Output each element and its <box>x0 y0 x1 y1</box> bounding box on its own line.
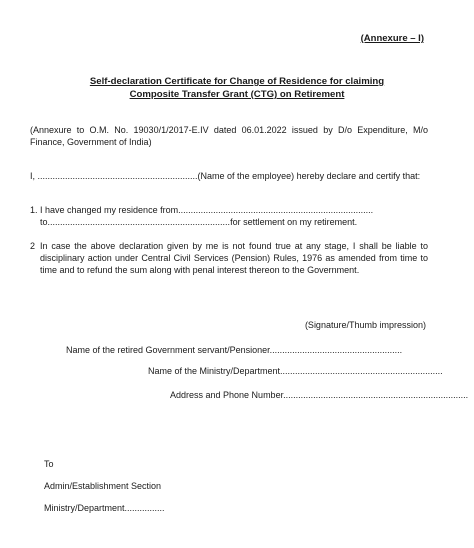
residence-from-blank: .............................................................................. <box>178 205 374 215</box>
recipient-ministry-label: Ministry/Department <box>44 503 125 513</box>
item-2-text: In case the above declaration given by me is not found true at any stage, I shall be liable to disciplinary action under Central Civil Services (Pension) Rules, 1976 as amended from time to time and to refund the sum along with penal interest thereon to the Government. <box>40 241 428 276</box>
item-number: 1. <box>30 205 38 215</box>
item-1-line-1 <box>40 204 430 216</box>
address-phone-label: Address and Phone Number <box>170 390 284 400</box>
ministry-department-blank: ................................................................. <box>280 366 443 376</box>
pensioner-name-blank: ..................................................... <box>269 345 403 355</box>
item-1-text: I have changed my residence from <box>40 205 179 215</box>
item-1-to-label: to <box>40 217 48 228</box>
item-1-line-2 <box>40 216 430 228</box>
reference-paragraph: (Annexure to O.M. No. 19030/1/2017-E.IV dated 06.01.2022 issued by D/o Expenditure, M/o Finance, Government of India) <box>30 125 428 148</box>
item-1-settlement-text: for settlement on my retirement. <box>230 217 358 228</box>
recipient-ministry-blank: ................ <box>124 503 165 513</box>
ministry-department-label: Name of the Ministry/Department <box>148 366 281 376</box>
item-number: 2 <box>30 241 36 251</box>
recipient-ministry-field <box>44 503 165 513</box>
signature-label: (Signature/Thumb impression) <box>304 320 426 330</box>
ministry-department-field <box>148 366 443 376</box>
address-phone-blank: .......................................................................... <box>283 390 469 400</box>
address-phone-field <box>170 390 468 400</box>
pensioner-name-field <box>66 345 402 355</box>
declaration-paragraph <box>30 170 428 182</box>
pensioner-name-label: Name of the retired Government servant/Pensioner <box>66 345 270 355</box>
declaration-text: (Name of the employee) hereby declare and certify that: <box>197 171 421 181</box>
declaration-item-2 <box>30 240 428 277</box>
document-title-line-1: Self-declaration Certificate for Change of Residence for claiming <box>89 76 385 87</box>
residence-to-blank: ......................................................................... <box>47 217 231 228</box>
document-title-line-2: Composite Transfer Grant (CTG) on Retirement <box>129 89 345 100</box>
employee-name-blank: ................................................................ <box>37 171 198 181</box>
declaration-prefix: I, <box>30 171 38 181</box>
annexure-label: (Annexure – I) <box>360 33 424 44</box>
declaration-item-1 <box>30 204 430 228</box>
admin-section-label: Admin/Establishment Section <box>44 481 162 491</box>
to-label: To <box>44 459 54 469</box>
